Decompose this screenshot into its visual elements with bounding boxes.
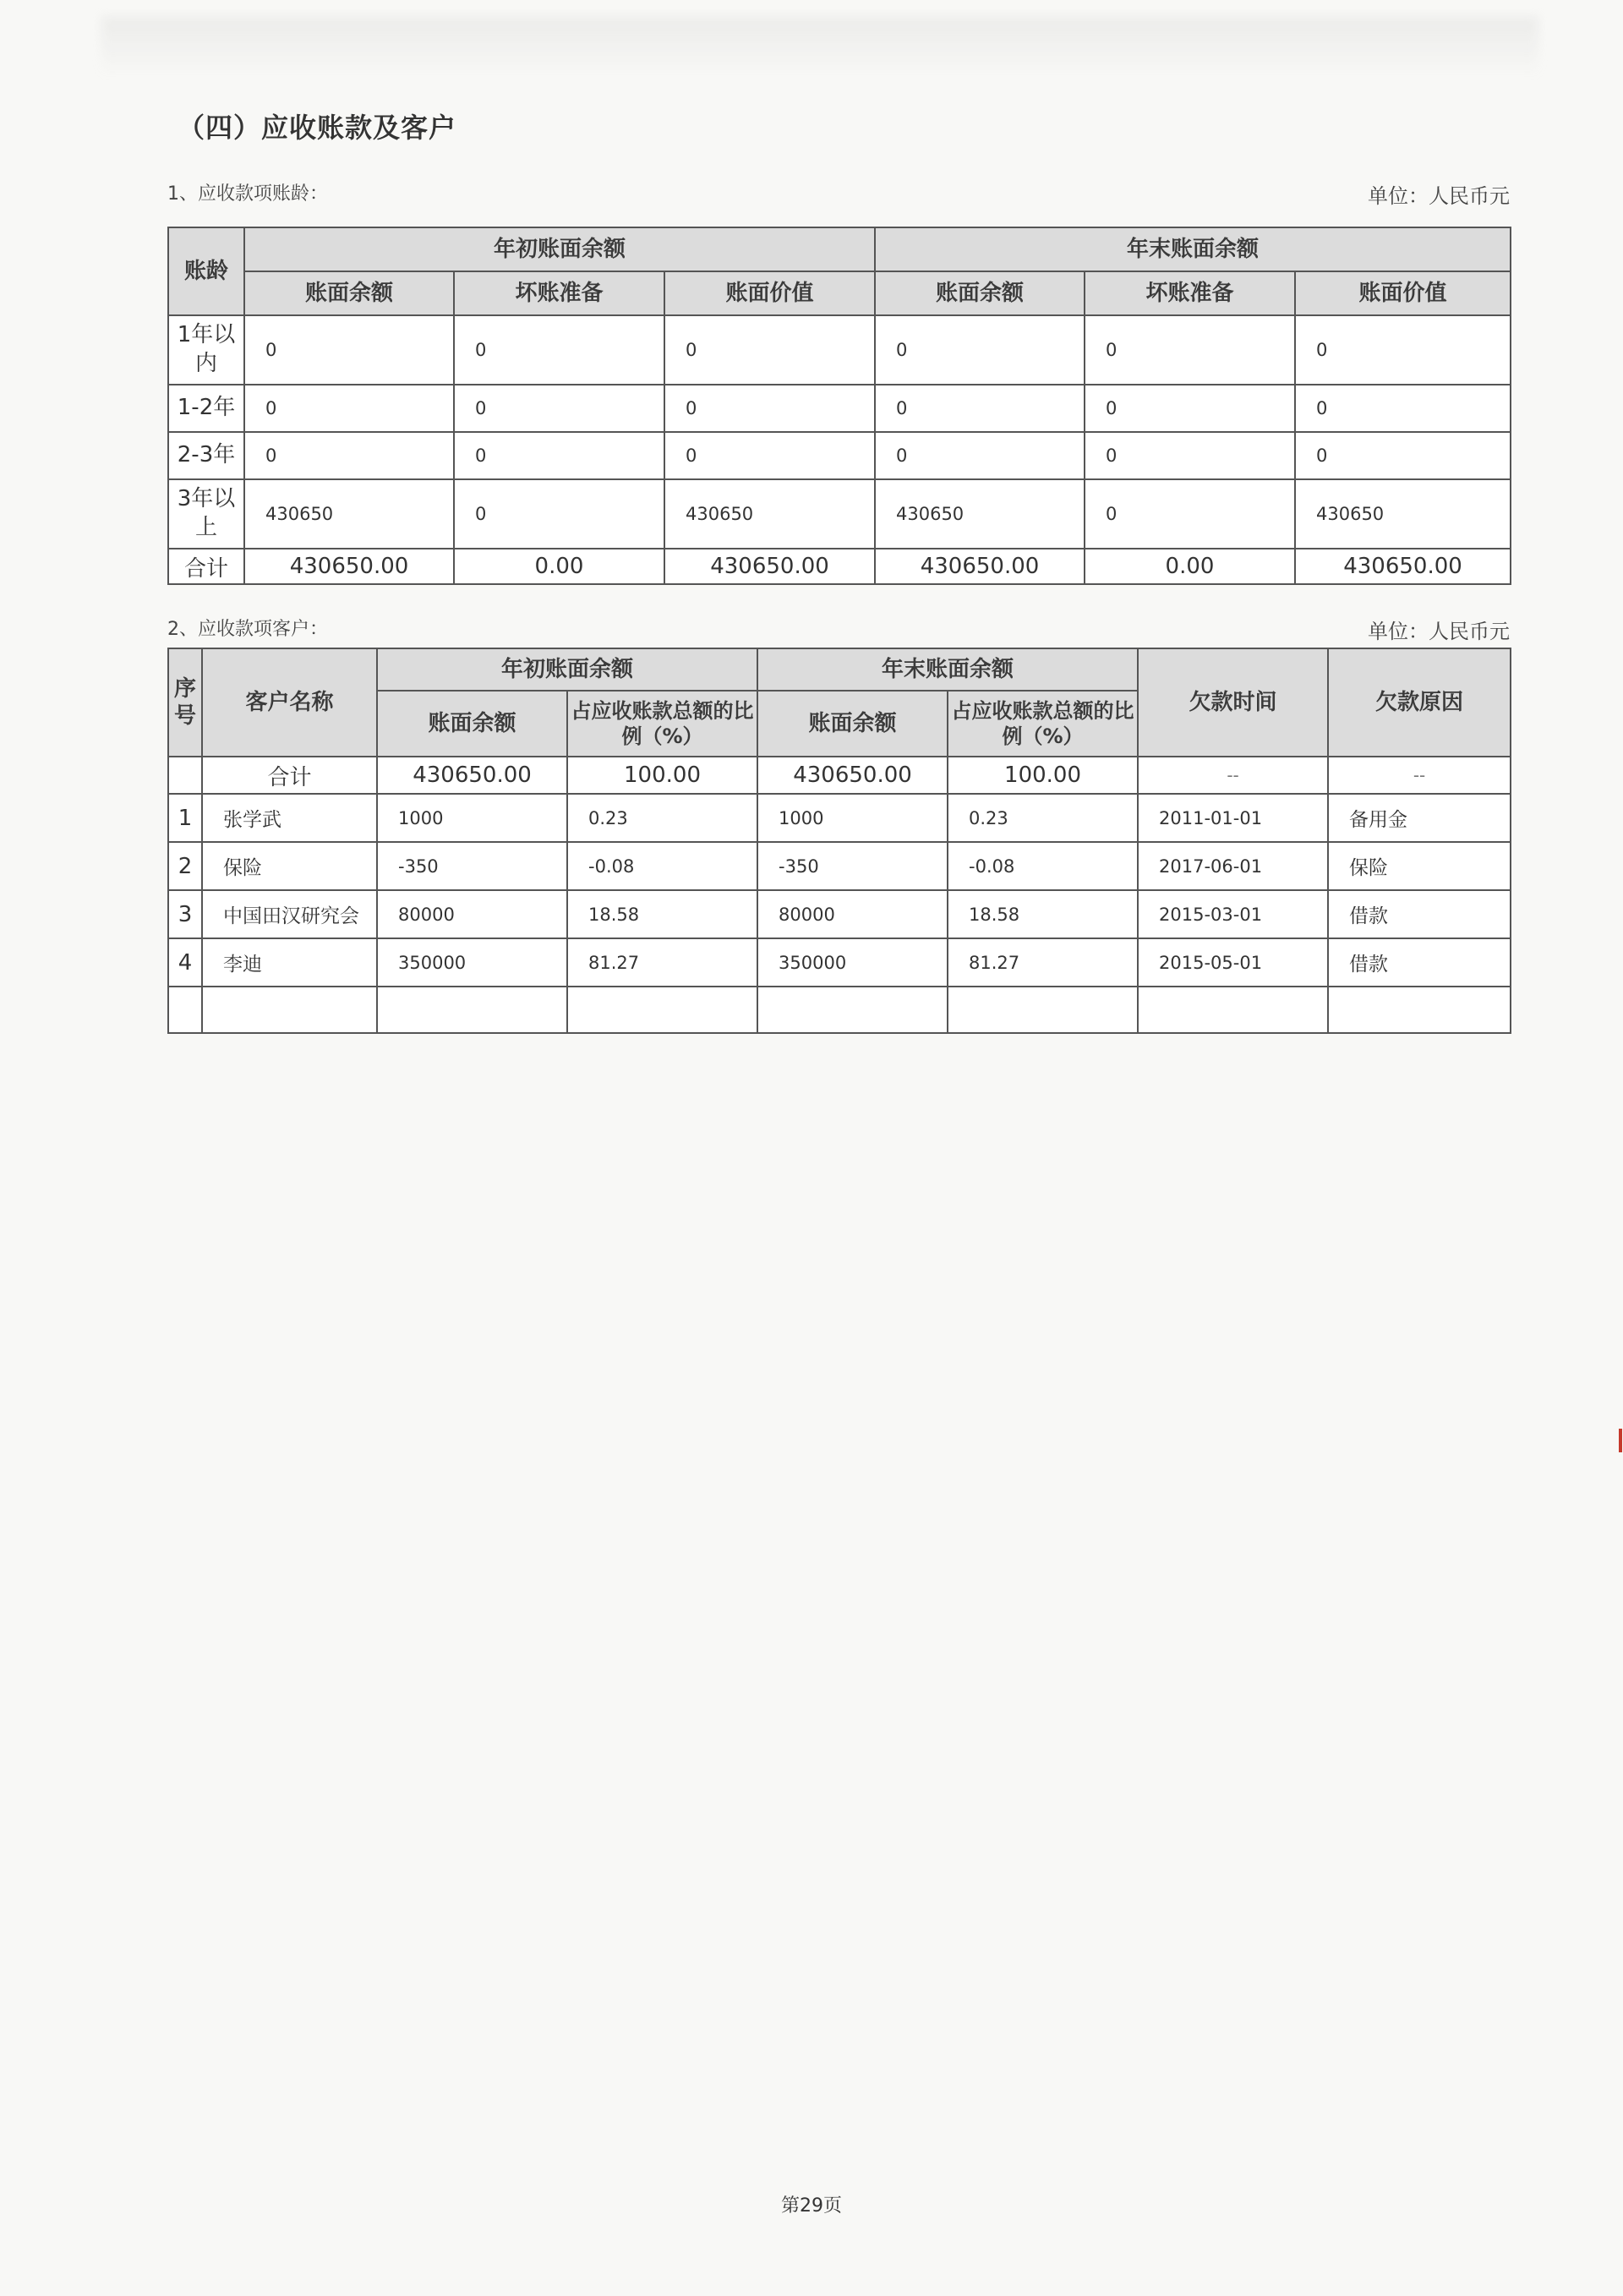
table-cell: 0.23 <box>948 794 1138 842</box>
table-cell: 430650 <box>875 479 1085 549</box>
table-cell: 430650.00 <box>377 757 567 794</box>
customer-name: 张学武 <box>202 794 377 842</box>
aging-unit: 单位：人民币元 <box>1368 184 1510 208</box>
customers-header-end-balance: 账面余额 <box>757 691 948 757</box>
aging-header-end: 年末账面余额 <box>875 227 1511 271</box>
table-row <box>168 842 1511 890</box>
table-row <box>168 385 1511 432</box>
table-cell: 0 <box>664 385 875 432</box>
table-cell: 借款 <box>1328 938 1511 987</box>
table-cell: -0.08 <box>948 842 1138 890</box>
table-cell: 0 <box>1085 479 1295 549</box>
table-cell: 0 <box>664 432 875 479</box>
table-cell: 430650.00 <box>1295 549 1511 584</box>
customer-name: 李迪 <box>202 938 377 987</box>
customer-seq: 1 <box>168 794 202 842</box>
aging-header-begin: 年初账面余额 <box>244 227 875 271</box>
table-cell: 0 <box>875 385 1085 432</box>
customer-seq: 3 <box>168 890 202 938</box>
table-row <box>168 315 1511 385</box>
aging-header-begin-value: 账面价值 <box>664 271 875 315</box>
table-cell: -350 <box>377 842 567 890</box>
aging-row-label: 1年以内 <box>168 315 244 385</box>
aging-header-end-value: 账面价值 <box>1295 271 1511 315</box>
table-cell: 0 <box>875 432 1085 479</box>
table-row <box>168 432 1511 479</box>
customers-unit: 单位：人民币元 <box>1368 620 1510 643</box>
customers-total-label: 合计 <box>202 757 377 794</box>
table-cell: 2011-01-01 <box>1138 794 1328 842</box>
aging-total-label: 合计 <box>168 549 244 584</box>
table-cell: 18.58 <box>567 890 757 938</box>
table-row <box>168 890 1511 938</box>
customers-header-end: 年末账面余额 <box>757 648 1138 691</box>
aging-row-label: 3年以上 <box>168 479 244 549</box>
table-cell: 0.00 <box>1085 549 1295 584</box>
table-cell: 430650.00 <box>244 549 454 584</box>
table-row <box>168 938 1511 987</box>
table-cell: -0.08 <box>567 842 757 890</box>
customer-seq: 4 <box>168 938 202 987</box>
table-cell: 430650 <box>664 479 875 549</box>
aging-header-age: 账龄 <box>168 227 244 315</box>
table-cell: -- <box>1328 757 1511 794</box>
table-cell: 0 <box>454 385 664 432</box>
table-cell: -- <box>1138 757 1328 794</box>
table-cell: 2015-05-01 <box>1138 938 1328 987</box>
aging-header-end-balance: 账面余额 <box>875 271 1085 315</box>
customers-header-end-ratio: 占应收账款总额的比例（%） <box>948 691 1138 757</box>
aging-row-label: 1-2年 <box>168 385 244 432</box>
customers-header-reason: 欠款原因 <box>1328 648 1511 757</box>
scan-mark <box>1619 1429 1622 1452</box>
table-cell: 430650.00 <box>664 549 875 584</box>
table-cell: 430650.00 <box>757 757 948 794</box>
page-number: 第29页 <box>781 2195 842 2217</box>
customers-table <box>167 648 1511 1034</box>
table-cell: 0 <box>1295 315 1511 385</box>
table-row <box>168 479 1511 549</box>
aging-row-label: 2-3年 <box>168 432 244 479</box>
table-cell: 430650 <box>244 479 454 549</box>
table-cell: 100.00 <box>567 757 757 794</box>
table-cell: 0 <box>1085 315 1295 385</box>
table-cell: 80000 <box>377 890 567 938</box>
customer-name: 保险 <box>202 842 377 890</box>
table-cell: 0 <box>454 432 664 479</box>
customer-name: 中国田汉研究会 <box>202 890 377 938</box>
table-cell: 0 <box>1295 432 1511 479</box>
table-cell: 2015-03-01 <box>1138 890 1328 938</box>
customers-header-seq: 序号 <box>168 648 202 757</box>
customers-caption: 2、应收款项客户： <box>167 619 328 640</box>
table-total-row <box>168 549 1511 584</box>
table-row-empty <box>168 987 1511 1033</box>
table-cell: 1000 <box>377 794 567 842</box>
table-cell: 备用金 <box>1328 794 1511 842</box>
section-title: （四）应收账款及客户 <box>178 112 457 144</box>
scan-shadow <box>101 17 1538 76</box>
customers-header-date: 欠款时间 <box>1138 648 1328 757</box>
table-cell: 0.00 <box>454 549 664 584</box>
table-cell: 2017-06-01 <box>1138 842 1328 890</box>
table-cell: 0 <box>1295 385 1511 432</box>
customer-seq: 2 <box>168 842 202 890</box>
aging-header-end-baddebt: 坏账准备 <box>1085 271 1295 315</box>
aging-header-begin-balance: 账面余额 <box>244 271 454 315</box>
customers-header-begin: 年初账面余额 <box>377 648 757 691</box>
customers-header-name: 客户名称 <box>202 648 377 757</box>
table-cell: 430650 <box>1295 479 1511 549</box>
table-cell: 0.23 <box>567 794 757 842</box>
table-cell: 80000 <box>757 890 948 938</box>
table-total-row <box>168 757 1511 794</box>
table-cell: -350 <box>757 842 948 890</box>
customers-header-begin-balance: 账面余额 <box>377 691 567 757</box>
table-cell: 0 <box>244 432 454 479</box>
table-cell: 81.27 <box>567 938 757 987</box>
aging-header-begin-baddebt: 坏账准备 <box>454 271 664 315</box>
table-cell: 430650.00 <box>875 549 1085 584</box>
table-cell: 0 <box>875 315 1085 385</box>
table-cell: 0 <box>454 315 664 385</box>
aging-caption: 1、应收款项账龄： <box>167 183 328 205</box>
table-cell: 0 <box>454 479 664 549</box>
table-cell: 1000 <box>757 794 948 842</box>
table-cell: 0 <box>244 315 454 385</box>
table-cell: 100.00 <box>948 757 1138 794</box>
table-cell: 保险 <box>1328 842 1511 890</box>
table-cell: 0 <box>664 315 875 385</box>
table-cell: 借款 <box>1328 890 1511 938</box>
table-cell: 0 <box>1085 385 1295 432</box>
table-cell: 0 <box>1085 432 1295 479</box>
aging-table <box>167 227 1511 585</box>
customers-header-begin-ratio: 占应收账款总额的比例（%） <box>567 691 757 757</box>
table-cell: 18.58 <box>948 890 1138 938</box>
table-cell: 350000 <box>377 938 567 987</box>
table-cell: 350000 <box>757 938 948 987</box>
table-cell: 0 <box>244 385 454 432</box>
table-cell: 81.27 <box>948 938 1138 987</box>
table-row <box>168 794 1511 842</box>
